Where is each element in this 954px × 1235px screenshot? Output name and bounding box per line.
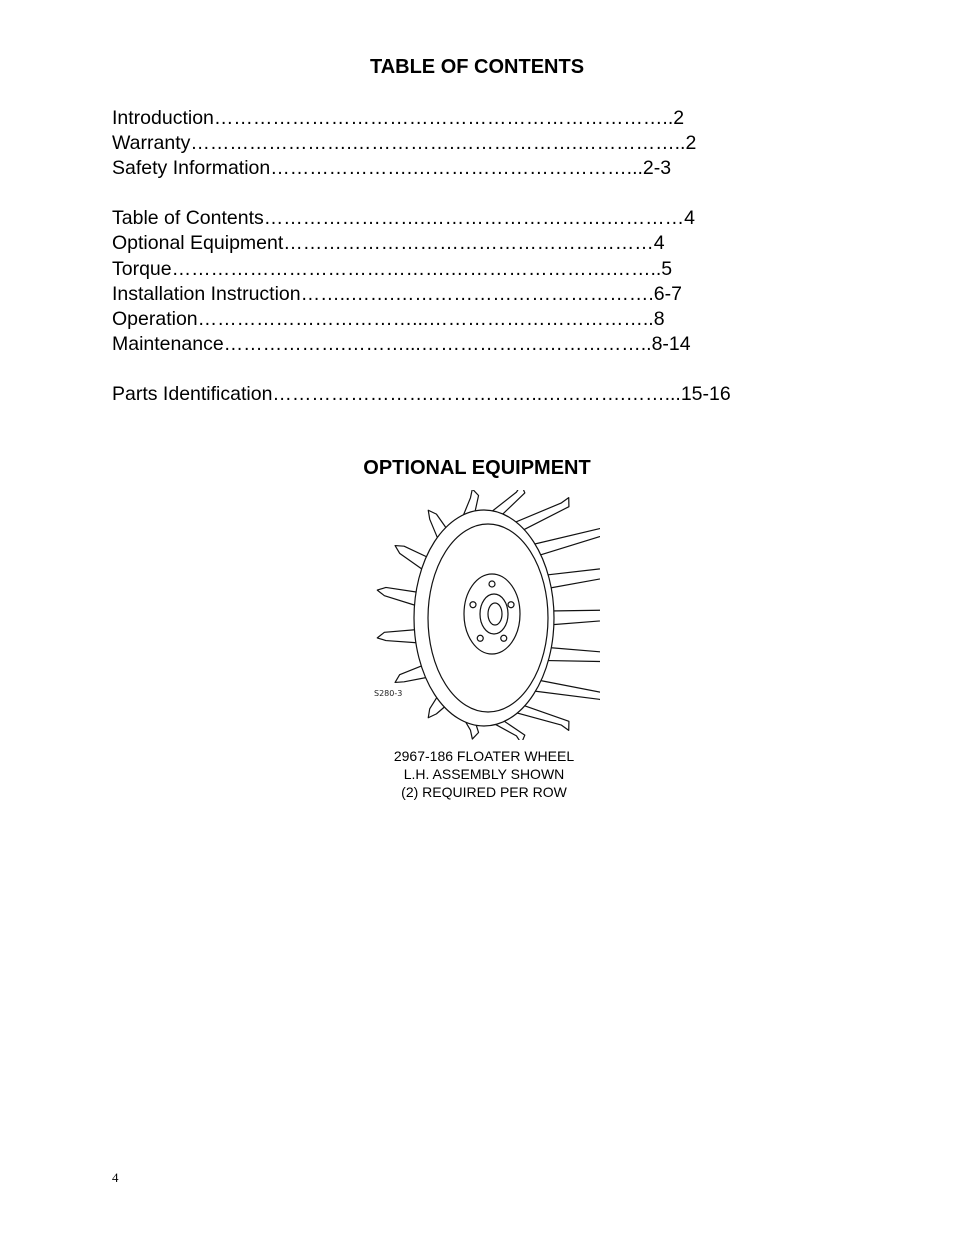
toc-entry-torque: Torque…………………………………….…………………….……..5 (112, 258, 673, 280)
wheel-hub-bore (488, 603, 502, 625)
toc-title: TABLE OF CONTENTS (369, 56, 585, 78)
wheel-spike (548, 610, 600, 625)
page-number: 4 (112, 1170, 119, 1185)
toc-entry-warranty: Warranty…………………….…………….……………….……………..2 (112, 132, 697, 154)
floater-wheel-drawing (368, 490, 600, 740)
toc-entry-operation: Operation……………………………...……………………………..8 (112, 308, 665, 330)
caption-line-1: 2967-186 FLOATER WHEEL (393, 748, 575, 764)
toc-entry-introduction: Introduction……………………………………………………………..2 (112, 107, 685, 129)
toc-entry-optional-equipment: Optional Equipment…………………………………………………4 (112, 232, 665, 254)
toc-entry-safety-information: Safety Information………………….……………………………...2-3 (112, 157, 672, 179)
toc-entry-parts-identification: Parts Identification…………………….……………..………….……...15-16 (112, 383, 731, 405)
wheel-bolt-hole (470, 602, 476, 608)
wheel-bolt-hole (508, 602, 514, 608)
wheel-bolt-hole (477, 635, 483, 641)
toc-entry-table-of-contents: Table of Contents…………………….……………………….…………4 (112, 207, 695, 229)
caption-line-2: L.H. ASSEMBLY SHOWN (403, 766, 565, 782)
wheel-bolt-hole (489, 581, 495, 587)
toc-entry-installation-instruction: Installation Instruction……..…….………………………………….6-7 (112, 283, 682, 305)
figure-label: S280-3 (374, 689, 403, 698)
optional-equipment-title: OPTIONAL EQUIPMENT (363, 457, 591, 479)
caption-line-3: (2) REQUIRED PER ROW (401, 784, 567, 800)
wheel-bolt-hole (501, 635, 507, 641)
toc-entry-maintenance: Maintenance……………….………...……………….……………..8-14 (112, 333, 691, 355)
